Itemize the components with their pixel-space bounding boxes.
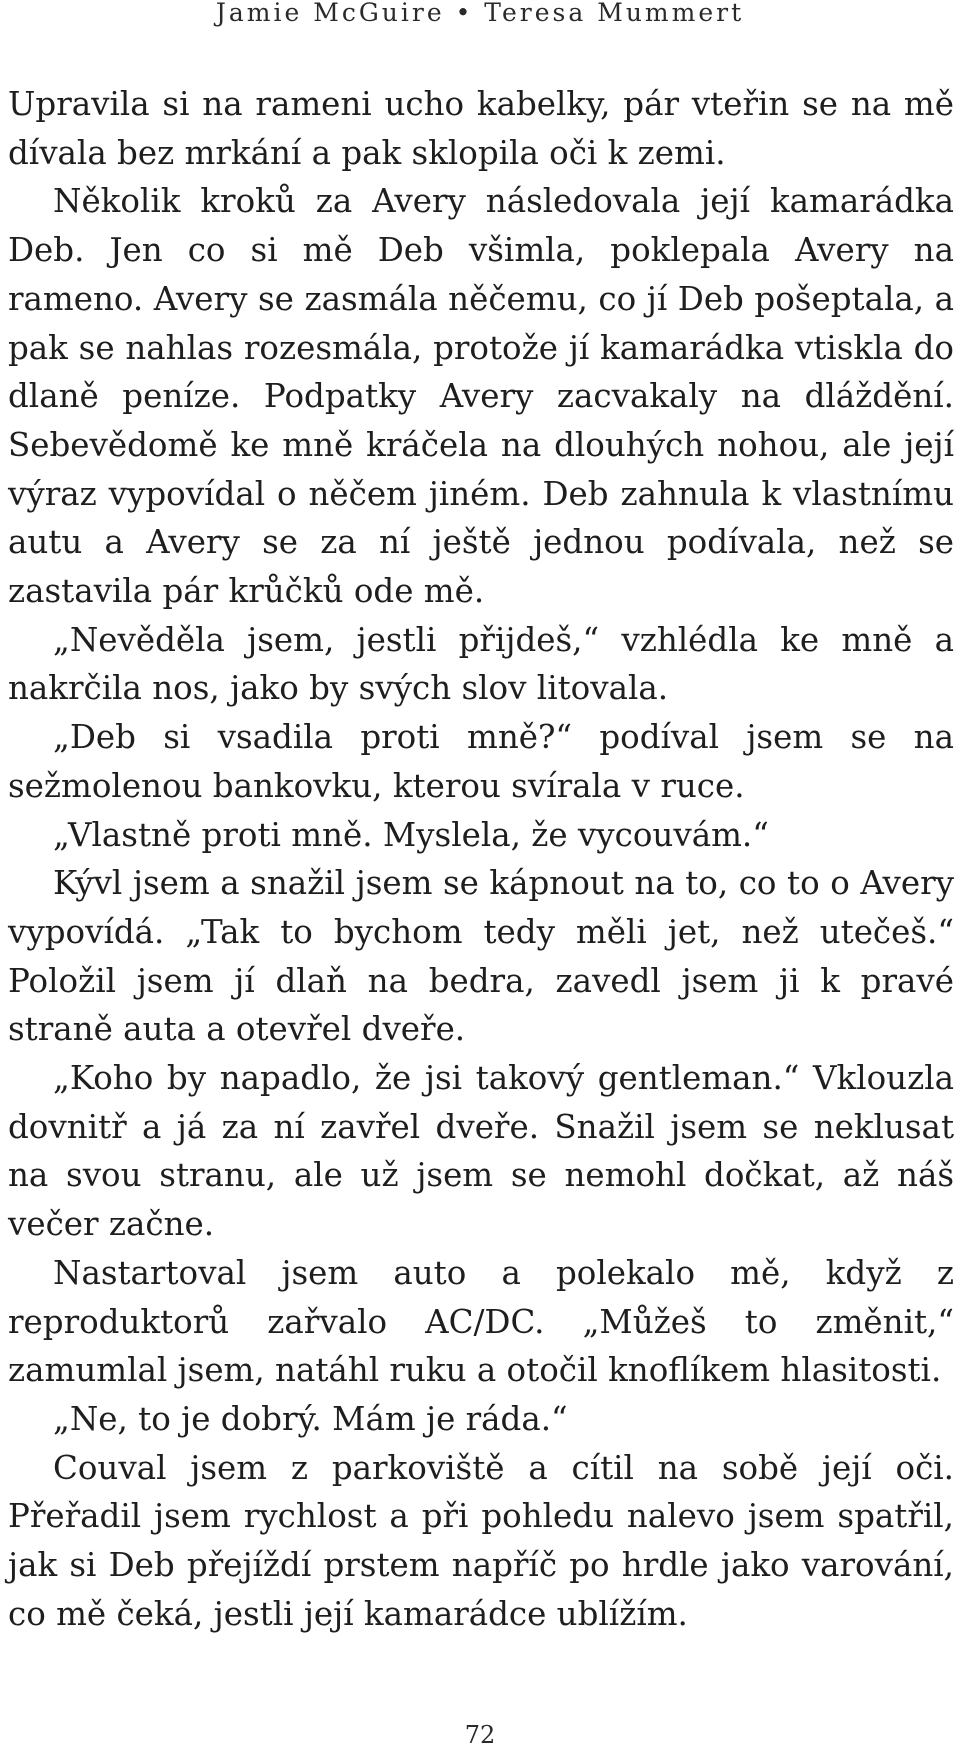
paragraph: „Nevěděla jsem, jestli přijdeš,“ vzhlédla ke mně a nakrčila nos, jako by svých slov litovala. — [8, 620, 954, 708]
paragraph: Kývl jsem a snažil jsem se kápnout na to, co to o Avery vypovídá. „Tak to bychom tedy měli jet, než utečeš.“ Položil jsem jí dlaň na bedra, zavedl jsem ji k pravé straně auta a otevřel dveře. — [8, 864, 954, 1049]
paragraph: „Ne, to je dobrý. Mám je ráda.“ — [53, 1399, 568, 1438]
paragraph: Nastartoval jsem auto a polekalo mě, když z reproduktorů zařvalo AC/DC. „Můžeš to změnit,“ zamumlal jsem, natáhl ruku a otočil knoflíkem hlasitosti. — [8, 1253, 954, 1390]
paragraph: Upravila si na rameni ucho kabelky, pár vteřin se na mě dívala bez mrkání a pak sklopila oči k zemi. — [8, 85, 954, 172]
paragraph: Couval jsem z parkoviště a cítil na sobě její oči. Přeřadil jsem rychlost a při pohledu nalevo jsem spatřil, jak si Deb přejíždí prstem napříč po hrdle jako varování, co mě čeká, jestli její kamarádce ublížím. — [8, 1448, 954, 1633]
paragraph: Několik kroků za Avery následovala její kamarádka Deb. Jen co si mě Deb všimla, poklepala Avery na rameno. Avery se zasmála něčemu, co jí Deb pošeptala, a pak se nahlas rozesmála, protože jí kamarádka vtiskla do dlaně peníze. Podpatky Avery zacvakaly na dláždění. Sebevědomě ke mně kráčela na dlouhých nohou, ale její výraz vypovídal o něčem jiném. Deb zahnula k vlastnímu autu a Avery se za ní ještě jednou podívala, než se zastavila pár krůčků ode mě. — [8, 182, 954, 611]
running-head: Jamie McGuire • Teresa Mummert — [215, 0, 745, 27]
page-number: 72 — [464, 1721, 496, 1749]
paragraph: „Deb si vsadila proti mně?“ podíval jsem se na sežmolenou bankovku, kterou svírala v ruce. — [8, 718, 954, 805]
paragraph: „Koho by napadlo, že jsi takový gentleman.“ Vklouzla dovnitř a já za ní zavřel dveře. Snažil jsem se neklusat na svou stranu, ale už jsem se nemohl dočkat, až náš večer začne. — [8, 1059, 954, 1244]
paragraph: „Vlastně proti mně. Myslela, že vycouvám.“ — [53, 815, 769, 854]
body-text — [8, 80, 954, 1639]
